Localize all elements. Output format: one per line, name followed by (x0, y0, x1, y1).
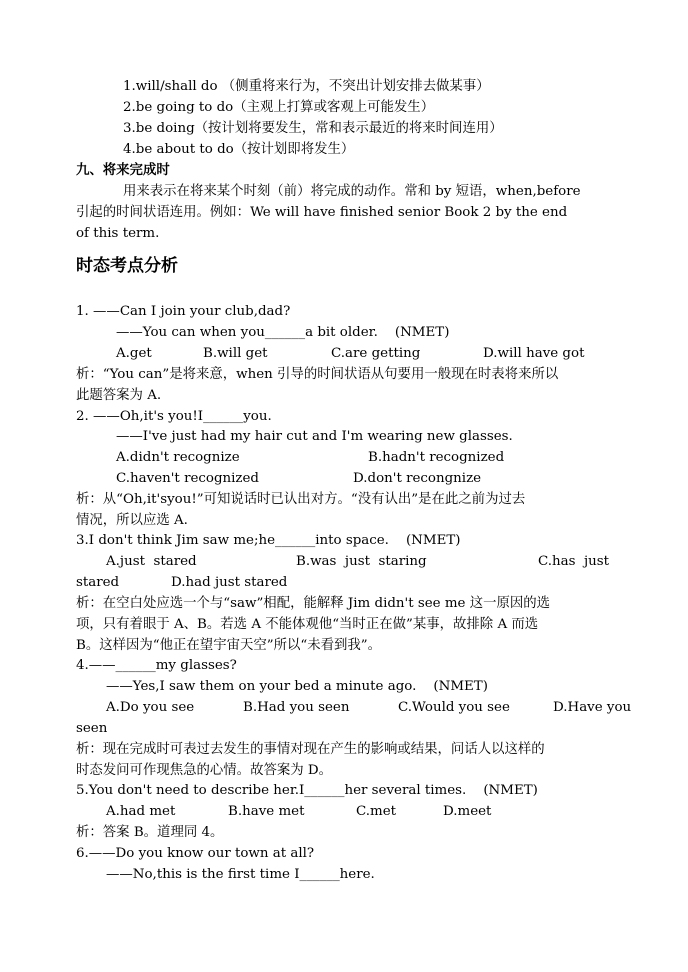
q5-option-c: C.met (356, 804, 397, 819)
section-nine-heading: 九、将来完成时 (76, 163, 170, 178)
q4-option-b: B.Had you seen (243, 700, 350, 715)
q3-line-1: 3.I don't think Jim saw me;he______into space. (NMET) (76, 533, 461, 548)
q3-explanation-2: 项，只有着眼于 A、B。若选 A 不能体观他“当时正在做”某事，故排除 A 而选 (76, 617, 539, 632)
q2-line-1: 2. ——Oh,it's you!I______you. (76, 409, 272, 424)
q1-option-a: A.get (116, 346, 152, 361)
q2-option-b: B.hadn't recognized (368, 450, 505, 465)
q3-option-b: B.was just staring (296, 554, 427, 569)
usage-line-1: 1.will/shall do （侧重将来行为，不突出计划安排去做某事） (123, 79, 490, 94)
usage-line-4: 4.be about to do（按计划即将发生） (123, 142, 355, 157)
q5-option-a: A.had met (106, 804, 176, 819)
q2-explanation-2: 情况，所以应选 A. (76, 513, 188, 528)
q1-option-b: B.will get (203, 346, 268, 361)
q3-option-c: C.has just (538, 554, 610, 569)
q4-line-2: ——Yes,I saw them on your bed a minute ago. (NMET) (106, 679, 488, 694)
q2-explanation-1: 析：从“Oh,it'syou!”可知说话时已认出对方。“没有认出”是在此之前为过去 (76, 492, 526, 507)
q2-line-2: ——I've just had my hair cut and I'm wearing new glasses. (116, 429, 513, 444)
q4-explanation-1: 析：现在完成时可表过去发生的事情对现在产生的影响或结果，问话人以这样的 (76, 742, 545, 757)
q5-explanation-1: 析：答案 B。道理同 4。 (76, 825, 224, 840)
q3-explanation-1: 析：在空白处应选一个与“saw”相配，能解释 Jim didn't see me 这一原因的选 (76, 596, 551, 611)
usage-line-3: 3.be doing（按计划将要发生，常和表示最近的将来时间连用） (123, 121, 503, 136)
usage-line-2: 2.be going to do（主观上打算或客观上可能发生） (123, 100, 435, 115)
q1-option-c: C.are getting (331, 346, 421, 361)
q2-option-d: D.don't recongnize (353, 471, 482, 486)
q5-line-1: 5.You don't need to describe her.I______her several times. (NMET) (76, 783, 538, 798)
q2-option-c: C.haven't recognized (116, 471, 259, 486)
q1-explanation-1: 析：“You can”是将来意，when 引导的时间状语从句要用一般现在时表将来所以 (76, 367, 559, 382)
section-nine-body-2: 引起的时间状语连用。例如：We will have finished senior Book 2 by the end (76, 205, 568, 220)
section-nine-body-3: of this term. (76, 226, 160, 241)
q2-option-a: A.didn't recognize (116, 450, 240, 465)
q4-option-d: D.Have you (553, 700, 632, 715)
q4-line-1: 4.——______my glasses? (76, 658, 237, 673)
q1-line-2: ——You can when you______a bit older. (NMET) (116, 325, 450, 340)
q3-explanation-3: B。这样因为“他正在望宇宙天空”所以“未看到我”。 (76, 638, 382, 653)
q3-option-a: A.just stared (106, 554, 197, 569)
section-nine-body-1: 用来表示在将来某个时刻（前）将完成的动作。常和 by 短语，when,before (123, 184, 581, 199)
q5-option-b: B.have met (228, 804, 305, 819)
q4-option-c: C.Would you see (398, 700, 510, 715)
q4-option-a: A.Do you see (106, 700, 195, 715)
q3-option-c-wrap: stared (76, 575, 120, 590)
q1-line-1: 1. ——Can I join your club,dad? (76, 304, 291, 319)
analysis-heading: 时态考点分析 (76, 256, 178, 276)
q3-option-d: D.had just stared (171, 575, 288, 590)
q5-option-d: D.meet (443, 804, 492, 819)
q1-explanation-2: 此题答案为 A. (76, 388, 162, 403)
q1-option-d: D.will have got (483, 346, 585, 361)
q4-explanation-2: 时态发问可作现焦急的心情。故答案为 D。 (76, 763, 333, 778)
q6-line-1: 6.——Do you know our town at all? (76, 846, 315, 861)
q4-option-d-wrap: seen (76, 721, 108, 736)
q6-line-2: ——No,this is the first time I______here. (106, 867, 375, 882)
